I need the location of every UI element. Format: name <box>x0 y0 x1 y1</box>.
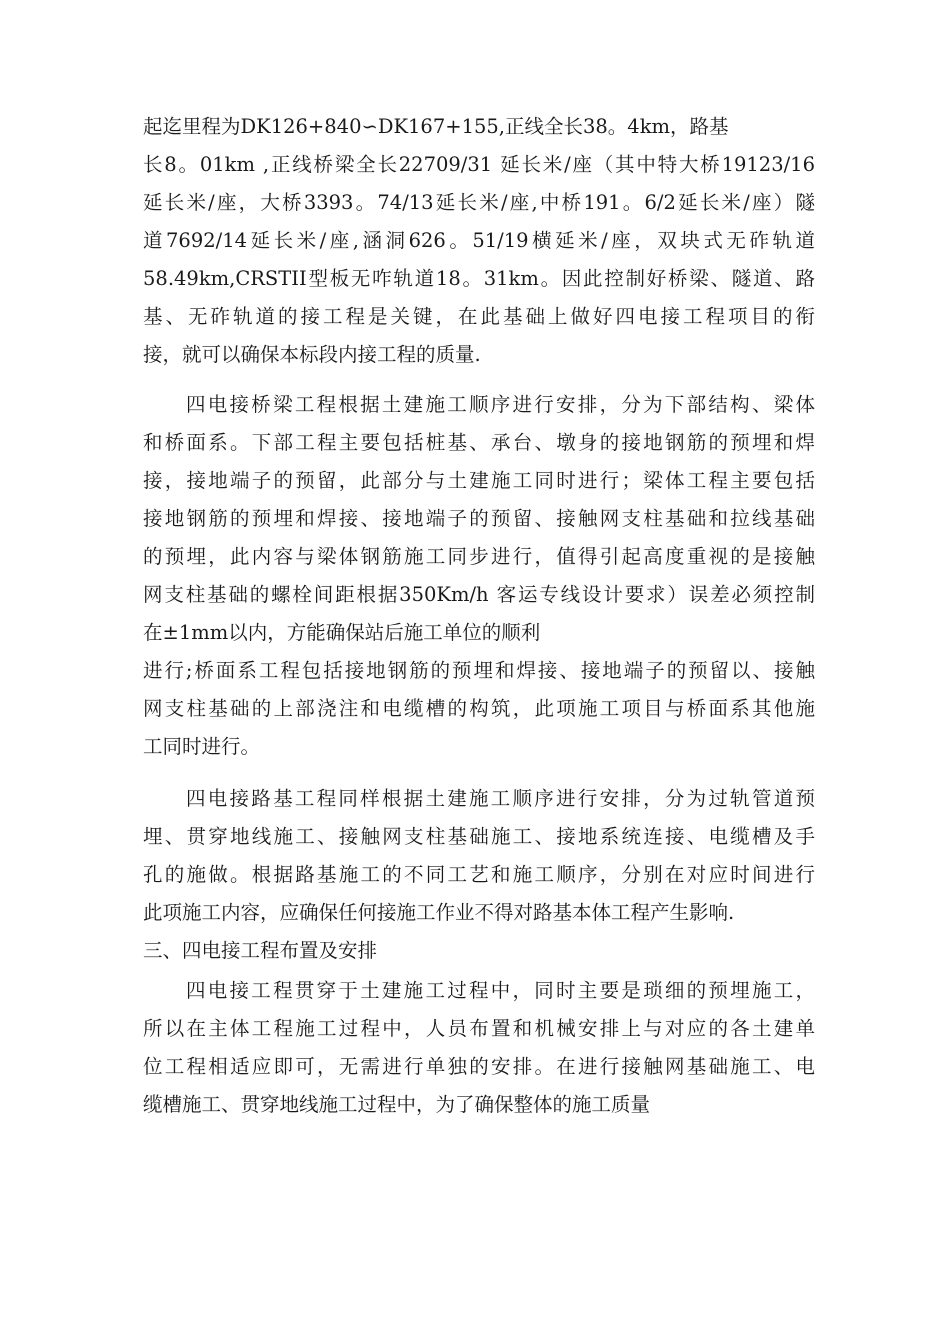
text-line: 此项施工内容，应确保任何接施工作业不得对路基本体工程产生影响. <box>143 901 735 924</box>
paragraph-first-line: 四电接桥梁工程根据土建施工顺序进行安排，分为下部结构、梁体 <box>186 393 815 416</box>
text-line: 58.49km,CRSTII型板无咋轨道18。31km。因此控制好桥梁、隧道、路 <box>143 267 815 290</box>
text-line: 接地钢筋的预埋和焊接、接地端子的预留、接触网支柱基础和拉线基础 <box>143 507 815 530</box>
text-line: 和桥面系。下部工程主要包括桩基、承台、墩身的接地钢筋的预埋和焊 <box>143 431 815 454</box>
text-line: 工同时进行。 <box>143 735 261 758</box>
text-line: 位工程相适应即可，无需进行单独的安排。在进行接触网基础施工、电 <box>143 1055 815 1078</box>
text-line: 道7692/14延长米/座,涵洞626。51/19横延米/座，双块式无砟轨道 <box>143 229 815 252</box>
text-line: 基、无砟轨道的接工程是关键，在此基础上做好四电接工程项目的衔 <box>143 305 815 328</box>
text-line: 接，就可以确保本标段内接工程的质量. <box>143 343 481 366</box>
paragraph-first-line: 四电接路基工程同样根据土建施工顺序进行安排，分为过轨管道预 <box>186 787 815 810</box>
text-line: 缆槽施工、贯穿地线施工过程中，为了确保整体的施工质量 <box>143 1093 651 1116</box>
text-line: 接，接地端子的预留，此部分与土建施工同时进行；梁体工程主要包括 <box>143 469 815 492</box>
text-line: 孔的施做。根据路基施工的不同工艺和施工顺序，分别在对应时间进行 <box>143 863 815 886</box>
text-line: 起迄里程为DK126+840∽DK167+155,正线全长38。4km，路基 <box>143 115 729 138</box>
text-line: 网支柱基础的上部浇注和电缆槽的构筑，此项施工项目与桥面系其他施 <box>143 697 815 720</box>
text-line: 长8。01km ,正线桥梁全长22709/31 延长米/座（其中特大桥19123/16 <box>143 153 815 176</box>
text-line: 所以在主体工程施工过程中，人员布置和机械安排上与对应的各土建单 <box>143 1017 815 1040</box>
text-line: 在±1mm以内，方能确保站后施工单位的顺利 <box>143 621 541 644</box>
text-line: 网支柱基础的螺栓间距根据350Km/h 客运专线设计要求）误差必须控制 <box>143 583 815 606</box>
text-line: 进行;桥面系工程包括接地钢筋的预埋和焊接、接地端子的预留以、接触 <box>143 659 815 682</box>
paragraph-first-line: 四电接工程贯穿于土建施工过程中，同时主要是琐细的预埋施工， <box>186 979 815 1002</box>
text-line: 延长米/座，大桥3393。74/13延长米/座,中桥191。6/2延长米/座）隧 <box>143 191 815 214</box>
text-line: 的预埋，此内容与梁体钢筋施工同步进行，值得引起高度重视的是接触 <box>143 545 815 568</box>
text-line: 埋、贯穿地线施工、接触网支柱基础施工、接地系统连接、电缆槽及手 <box>143 825 815 848</box>
section-heading: 三、四电接工程布置及安排 <box>143 939 378 962</box>
